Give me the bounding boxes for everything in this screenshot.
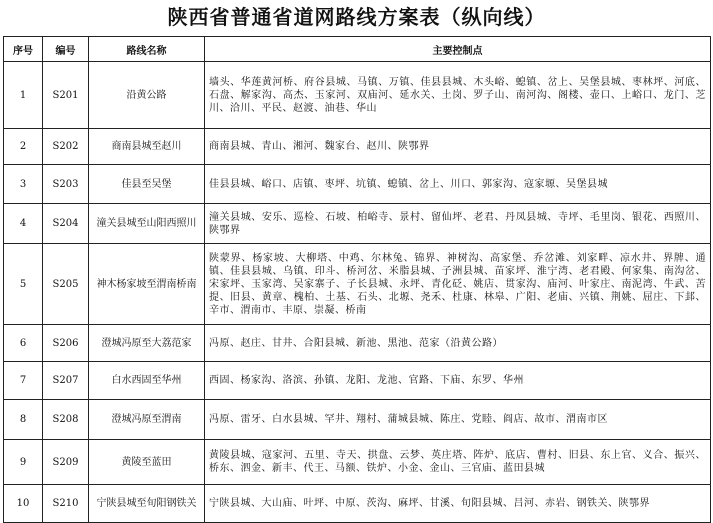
table-row [4,165,711,204]
cell-route-name: 宁陕县城至旬阳钢铁关 [89,485,205,523]
table-row [4,485,711,523]
cell-control-points: 佳县县城、峪口、店镇、枣坪、坑镇、螅镇、岔上、川口、郭家沟、寇家塬、吴堡县城 [205,165,711,204]
header-route-name: 路线名称 [89,37,205,62]
cell-control-points: 潼关县城、安乐、巡检、石坡、柏峪寺、景村、留仙坪、老君、丹凤县城、寺坪、毛里岗、银花、西照川、陕鄂界 [205,204,711,244]
cell-route-name: 澄城冯原至渭南 [89,400,205,440]
cell-seq: 6 [4,325,43,362]
cell-route-name: 潼关县城至山阳西照川 [89,204,205,244]
cell-route-name: 白水西固至华州 [89,362,205,400]
cell-control-points: 冯原、雷牙、白水县城、罕井、翔村、蒲城县城、陈庄、党睦、阎店、故市、渭南市区 [205,400,711,440]
header-seq: 序号 [4,37,43,62]
cell-route-name: 黄陵至蓝田 [89,440,205,485]
table-row [4,325,711,362]
cell-code: S203 [43,165,89,204]
cell-route-name: 佳县至吴堡 [89,165,205,204]
cell-seq: 2 [4,129,43,165]
cell-route-name: 神木杨家坡至渭南桥南 [89,244,205,325]
header-control-points: 主要控制点 [205,37,711,62]
cell-control-points: 冯原、赵庄、甘井、合阳县城、新池、黑池、范家（沿黄公路） [205,325,711,362]
table-row [4,62,711,129]
cell-route-name: 澄城冯原至大荔范家 [89,325,205,362]
cell-code: S209 [43,440,89,485]
cell-seq: 9 [4,440,43,485]
table-row [4,440,711,485]
cell-seq: 5 [4,244,43,325]
route-table [3,36,711,523]
cell-route-name: 商南县城至赵川 [89,129,205,165]
cell-code: S210 [43,485,89,523]
cell-control-points: 墙头、华莲黄河桥、府谷县城、马镇、万镇、佳县县城、木头峪、螅镇、岔上、吴堡县城、枣林坪、河底、石盘、解家沟、高杰、玉家河、双庙河、延水关、土岗、罗子山、南河沟、阁楼、壶口、上峪口、龙门、芝川、洽川、平民、赵渡、油巷、华山 [205,62,711,129]
table-row [4,244,711,325]
table-header-row [4,37,711,62]
cell-control-points: 西固、杨家沟、洛滨、孙镇、龙阳、龙池、官路、下庙、东罗、华州 [205,362,711,400]
cell-route-name: 沿黄公路 [89,62,205,129]
cell-code: S205 [43,244,89,325]
cell-seq: 8 [4,400,43,440]
cell-code: S207 [43,362,89,400]
cell-control-points: 陕蒙界、杨家坡、大柳塔、中鸡、尔林兔、锦界、神树沟、高家堡、乔岔滩、刘家畔、凉水井、界牌、通镇、佳县县城、乌镇、印斗、桥河岔、米脂县城、子洲县城、苗家坪、淮宁湾、老君殿、何家集、南沟岔、宋家坪、玉家湾、吴家寨子、子长县城、永坪、青化砭、姚店、贯家沟、庙河、叶家庄、南泥湾、牛武、苦提、旧县、黄章、槐柏、土基、石头、北塬、尧禾、杜康、林皋、广阳、老庙、兴镇、荆姚、屈庄、下邽、辛市、渭南市、丰原、崇凝、桥南 [205,244,711,325]
cell-control-points: 宁陕县城、大山庙、叶坪、中原、茨沟、麻坪、甘溪、旬阳县城、吕河、赤岩、钢铁关、陕鄂界 [205,485,711,523]
cell-control-points: 黄陵县城、寇家河、五里、寺天、拱盘、云梦、英庄塔、阵炉、底店、曹村、旧县、东上官、义合、振兴、桥东、泗金、新丰、代王、马额、铁炉、小金、金山、三官庙、蓝田县城 [205,440,711,485]
table-row [4,362,711,400]
cell-seq: 10 [4,485,43,523]
cell-code: S204 [43,204,89,244]
cell-seq: 1 [4,62,43,129]
cell-code: S208 [43,400,89,440]
cell-seq: 3 [4,165,43,204]
cell-code: S206 [43,325,89,362]
header-code: 编号 [43,37,89,62]
table-row [4,400,711,440]
cell-code: S201 [43,62,89,129]
cell-code: S202 [43,129,89,165]
table-row [4,129,711,165]
page-title: 陕西省普通省道网路线方案表（纵向线） [167,5,546,29]
cell-control-points: 商南县城、青山、湘河、魏家台、赵川、陕鄂界 [205,129,711,165]
table-row [4,204,711,244]
cell-seq: 4 [4,204,43,244]
cell-seq: 7 [4,362,43,400]
